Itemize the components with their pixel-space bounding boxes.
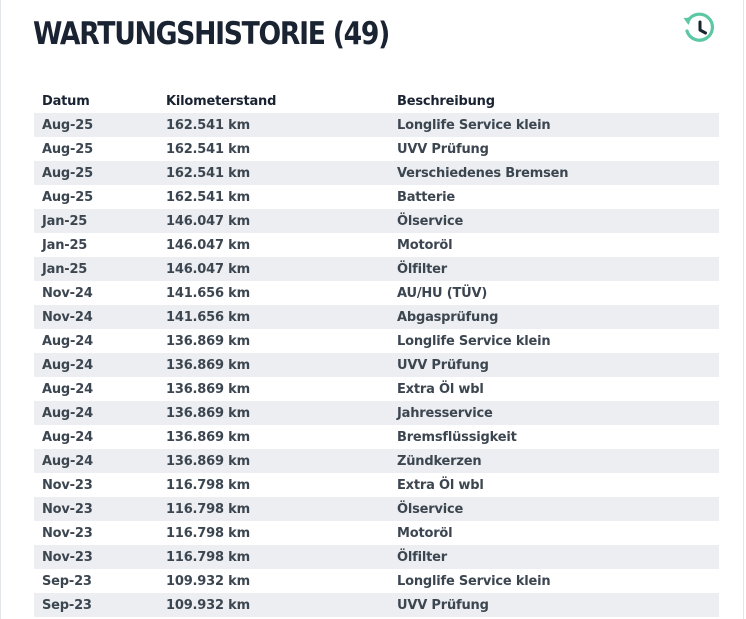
description-cell: Longlife Service klein [389, 569, 719, 593]
table-row [34, 233, 719, 257]
mileage-cell: 116.798 km [158, 545, 389, 569]
table-row [34, 521, 719, 545]
date-cell: Aug-25 [34, 185, 158, 209]
date-cell: Aug-24 [34, 329, 158, 353]
description-cell: UVV Prüfung [389, 137, 719, 161]
description-cell: Zündkerzen [389, 449, 719, 473]
mileage-cell: 116.798 km [158, 473, 389, 497]
description-cell: Batterie [389, 185, 719, 209]
table-row [34, 425, 719, 449]
description-cell: Motoröl [389, 233, 719, 257]
mileage-cell: 136.869 km [158, 377, 389, 401]
mileage-cell: 162.541 km [158, 137, 389, 161]
history-button[interactable] [681, 11, 717, 47]
column-header-description: Beschreibung [397, 93, 495, 109]
table-row [34, 449, 719, 473]
table-row [34, 281, 719, 305]
table-row [34, 401, 719, 425]
description-cell: Motoröl [389, 521, 719, 545]
date-cell: Nov-23 [34, 497, 158, 521]
date-cell: Aug-25 [34, 161, 158, 185]
date-cell: Aug-24 [34, 401, 158, 425]
mileage-cell: 116.798 km [158, 497, 389, 521]
description-cell: UVV Prüfung [389, 593, 719, 617]
table-row [34, 545, 719, 569]
date-cell: Aug-24 [34, 449, 158, 473]
description-cell: Ölservice [389, 209, 719, 233]
description-cell: Longlife Service klein [389, 329, 719, 353]
mileage-cell: 136.869 km [158, 449, 389, 473]
date-cell: Nov-24 [34, 281, 158, 305]
description-cell: Abgasprüfung [389, 305, 719, 329]
date-cell: Jan-25 [34, 209, 158, 233]
description-cell: Jahresservice [389, 401, 719, 425]
description-cell: Extra Öl wbl [389, 377, 719, 401]
mileage-cell: 162.541 km [158, 113, 389, 137]
date-cell: Jan-25 [34, 233, 158, 257]
mileage-cell: 162.541 km [158, 161, 389, 185]
date-cell: Jan-25 [34, 257, 158, 281]
date-cell: Aug-24 [34, 353, 158, 377]
mileage-cell: 136.869 km [158, 353, 389, 377]
date-cell: Nov-23 [34, 473, 158, 497]
table-row [34, 209, 719, 233]
table-row [34, 137, 719, 161]
mileage-cell: 109.932 km [158, 569, 389, 593]
mileage-cell: 146.047 km [158, 257, 389, 281]
table-row [34, 593, 719, 617]
column-header-mileage: Kilometerstand [166, 93, 277, 109]
description-cell: Verschiedenes Bremsen [389, 161, 719, 185]
table-row [34, 377, 719, 401]
description-cell: UVV Prüfung [389, 353, 719, 377]
table-header-row [34, 89, 719, 113]
date-cell: Aug-24 [34, 425, 158, 449]
mileage-cell: 146.047 km [158, 233, 389, 257]
date-cell: Nov-23 [34, 545, 158, 569]
date-cell: Aug-25 [34, 137, 158, 161]
table-row [34, 473, 719, 497]
mileage-cell: 136.869 km [158, 329, 389, 353]
date-cell: Nov-23 [34, 521, 158, 545]
mileage-cell: 116.798 km [158, 521, 389, 545]
table-row [34, 257, 719, 281]
table-row [34, 329, 719, 353]
description-cell: AU/HU (TÜV) [389, 281, 719, 305]
page-title: WARTUNGSHISTORIE (49) [33, 16, 390, 52]
description-cell: Ölfilter [389, 545, 719, 569]
table-row [34, 113, 719, 137]
description-cell: Ölfilter [389, 257, 719, 281]
table-row [34, 305, 719, 329]
mileage-cell: 136.869 km [158, 401, 389, 425]
description-cell: Longlife Service klein [389, 113, 719, 137]
table-row [34, 497, 719, 521]
column-header-date: Datum [42, 93, 90, 109]
description-cell: Extra Öl wbl [389, 473, 719, 497]
description-cell: Bremsflüssigkeit [389, 425, 719, 449]
date-cell: Sep-23 [34, 593, 158, 617]
history-icon [682, 12, 716, 46]
mileage-cell: 136.869 km [158, 425, 389, 449]
mileage-cell: 146.047 km [158, 209, 389, 233]
table-row [34, 185, 719, 209]
maintenance-table [34, 89, 719, 617]
table-row [34, 161, 719, 185]
date-cell: Aug-24 [34, 377, 158, 401]
mileage-cell: 109.932 km [158, 593, 389, 617]
mileage-cell: 141.656 km [158, 281, 389, 305]
date-cell: Sep-23 [34, 569, 158, 593]
mileage-cell: 141.656 km [158, 305, 389, 329]
date-cell: Nov-24 [34, 305, 158, 329]
date-cell: Aug-25 [34, 113, 158, 137]
description-cell: Ölservice [389, 497, 719, 521]
mileage-cell: 162.541 km [158, 185, 389, 209]
table-row [34, 569, 719, 593]
table-row [34, 353, 719, 377]
